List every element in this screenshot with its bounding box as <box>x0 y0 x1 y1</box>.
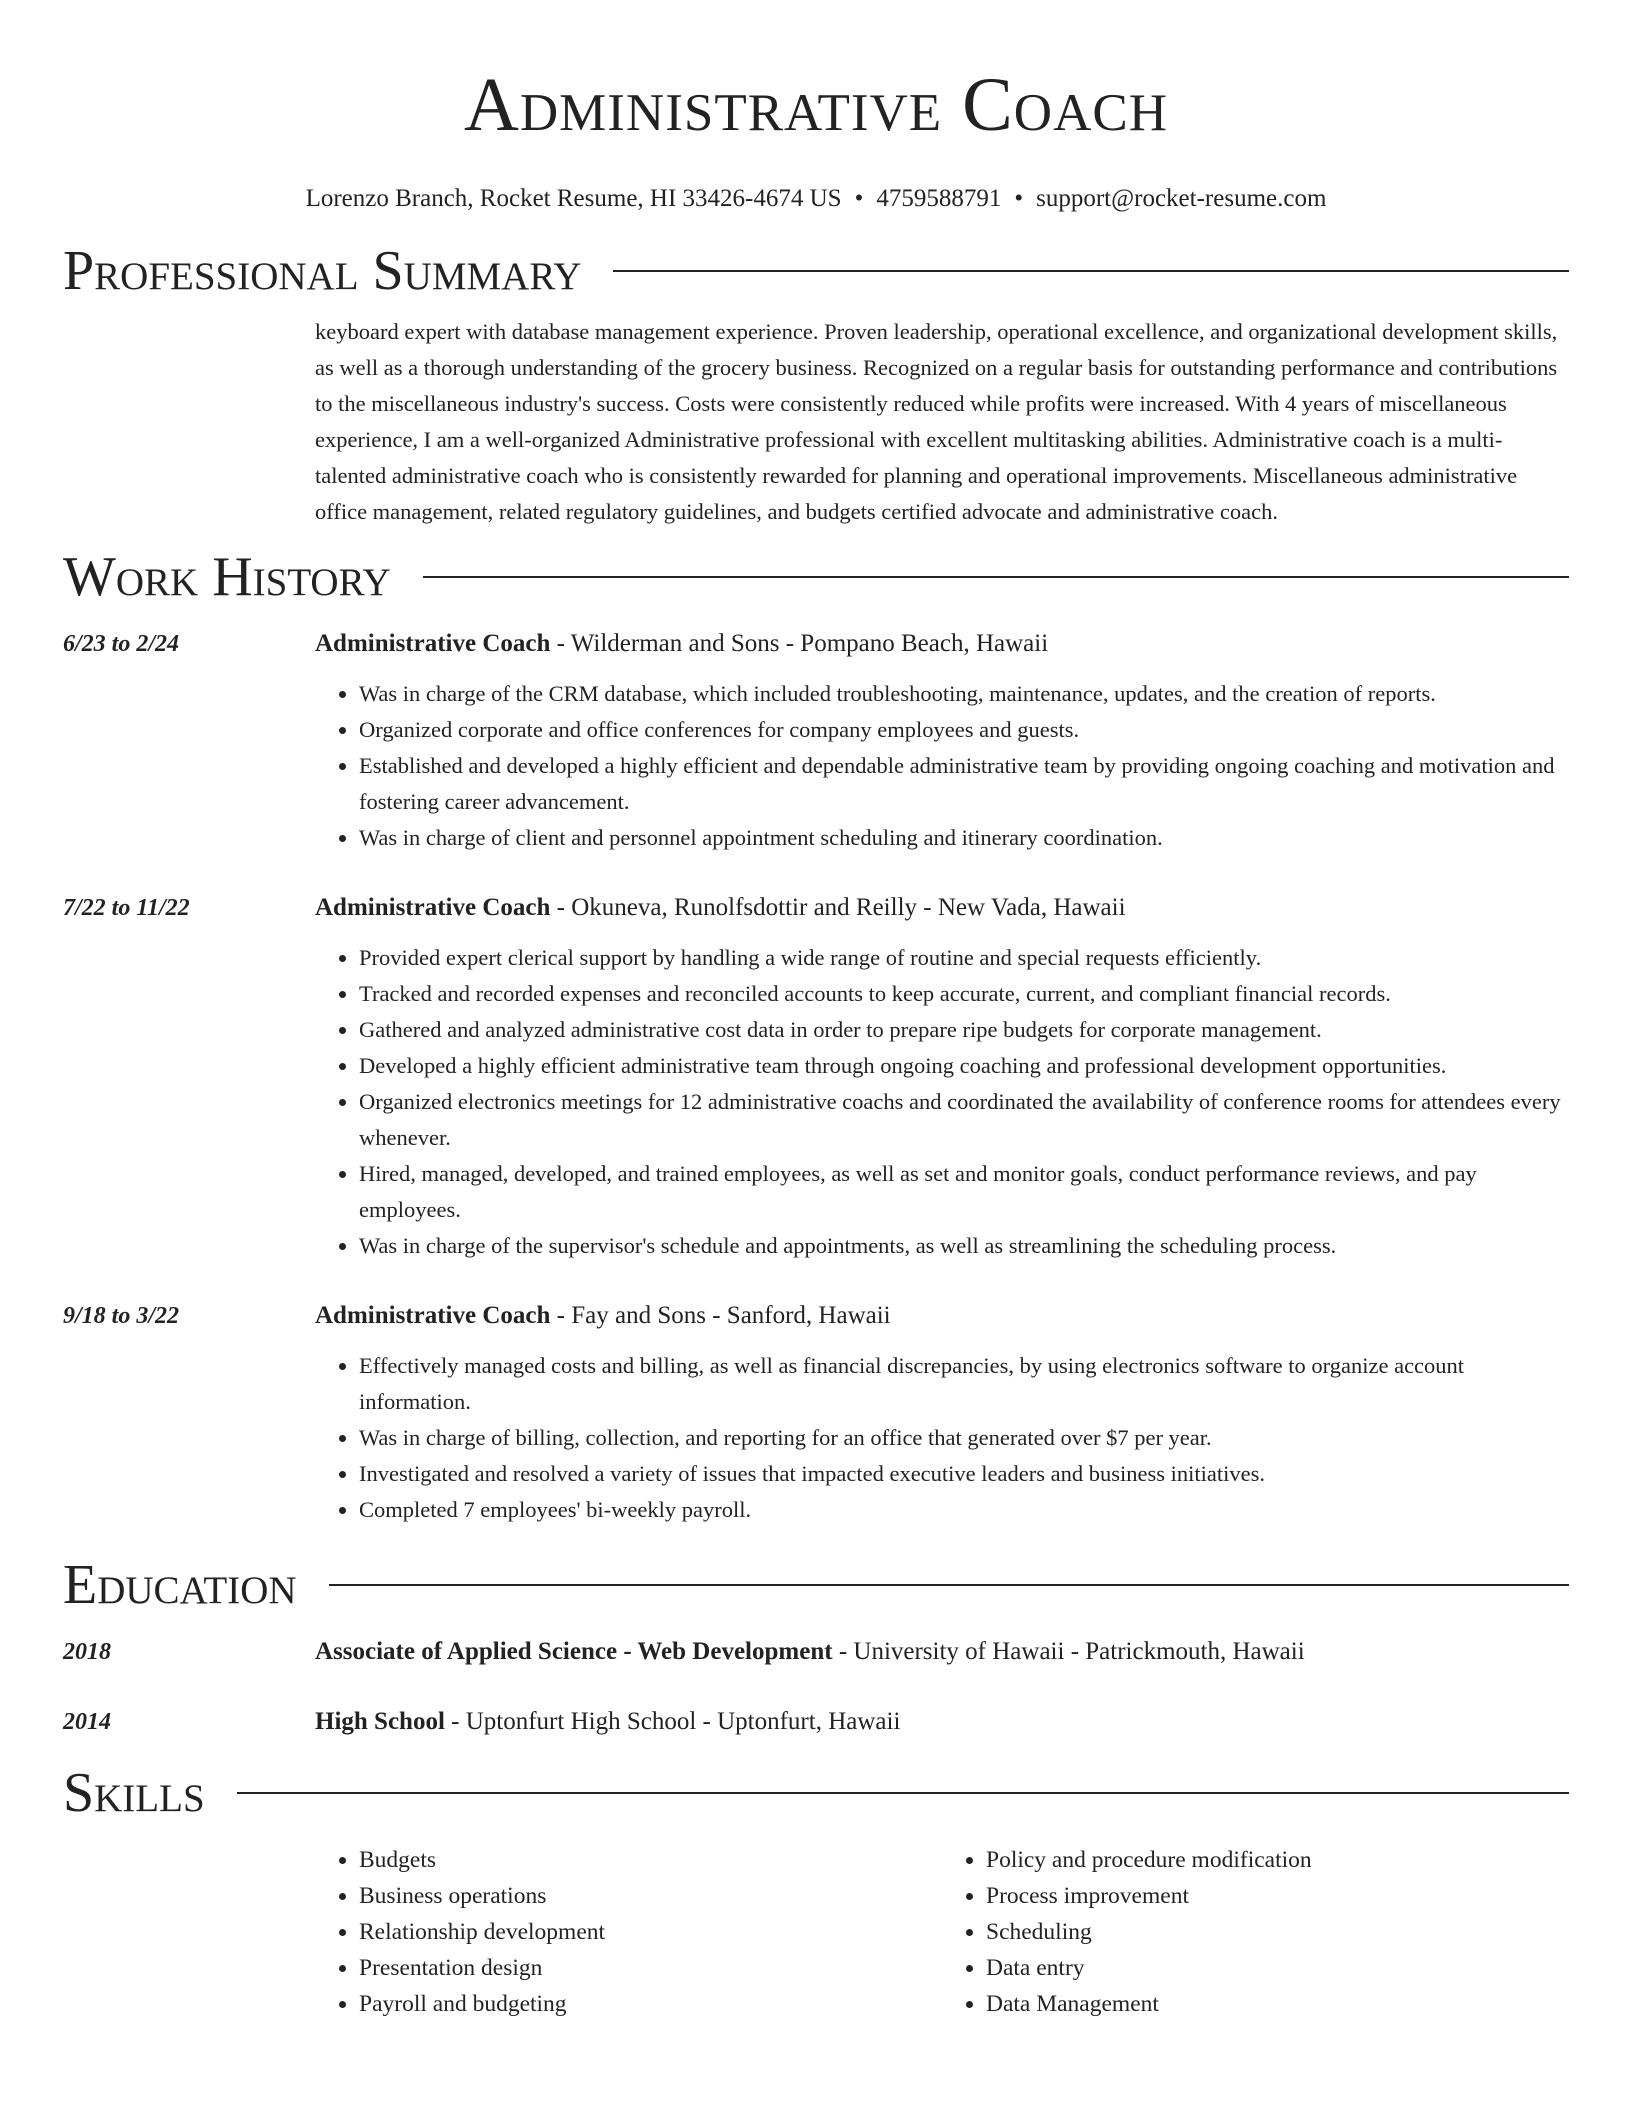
education-heading: Education <box>63 1554 297 1616</box>
job-title: Administrative Coach <box>315 630 551 657</box>
duty-item: • Tracked and recorded expenses and reconciled accounts to keep accurate, current, and compliant financial records. <box>359 976 1569 1012</box>
degree-name: Associate of Applied Science - Web Development <box>315 1638 833 1665</box>
job-dates: 6/23 to 2/24 <box>63 631 180 657</box>
education-details <box>315 1704 1569 1740</box>
skill-item: • Presentation design <box>359 1950 942 1986</box>
job-heading <box>315 626 1569 662</box>
skill-item: • Data Management <box>986 1986 1569 2022</box>
work-heading: Work History <box>63 546 391 608</box>
contact-phone: 4759588791 <box>876 185 1002 212</box>
duty-item: • Effectively managed costs and billing, as well as financial discrepancies, by using electronics software to organize account information. <box>359 1348 1569 1420</box>
education-year: 2018 <box>63 1639 111 1665</box>
work-section-header <box>63 542 1569 612</box>
job-entry <box>63 626 1569 856</box>
contact-separator: • <box>854 185 864 212</box>
job-duties <box>315 1348 1569 1528</box>
skill-item: • Payroll and budgeting <box>359 1986 942 2022</box>
duty-item: • Completed 7 employees' bi-weekly payroll. <box>359 1492 1569 1528</box>
contact-email: support@rocket-resume.com <box>1036 185 1327 212</box>
duty-item: • Was in charge of the CRM database, which included troubleshooting, maintenance, updates, and the creation of reports. <box>359 676 1569 712</box>
skill-item: • Budgets <box>359 1842 942 1878</box>
duty-item: • Was in charge of the supervisor's schedule and appointments, as well as streamlining the scheduling process. <box>359 1228 1569 1264</box>
skill-item: • Policy and procedure modification <box>986 1842 1569 1878</box>
duty-item: • Developed a highly efficient administrative team through ongoing coaching and professional development opportunities. <box>359 1048 1569 1084</box>
skills-heading: Skills <box>63 1762 205 1824</box>
skills-column-left <box>315 1842 942 2022</box>
duty-item: • Organized electronics meetings for 12 administrative coachs and coordinated the availability of conference rooms for attendees every whenever. <box>359 1084 1569 1156</box>
section-divider <box>423 576 1569 578</box>
summary-heading: Professional Summary <box>63 240 582 302</box>
skill-item: • Relationship development <box>359 1914 942 1950</box>
contact-address: Lorenzo Branch, Rocket Resume, HI 33426-4674 US <box>305 185 842 212</box>
duty-item: • Gathered and analyzed administrative cost data in order to prepare ripe budgets for corporate management. <box>359 1012 1569 1048</box>
skill-item: • Process improvement <box>986 1878 1569 1914</box>
duty-item: • Organized corporate and office conferences for company employees and guests. <box>359 712 1569 748</box>
contact-separator: • <box>1014 185 1024 212</box>
duty-item: • Provided expert clerical support by handling a wide range of routine and special requests efficiently. <box>359 940 1569 976</box>
school-name: - Uptonfurt High School - Uptonfurt, Hawaii <box>444 1708 901 1735</box>
skill-item: • Data entry <box>986 1950 1569 1986</box>
education-year: 2014 <box>63 1709 111 1735</box>
education-entry <box>63 1634 1569 1670</box>
job-employer: - Wilderman and Sons - Pompano Beach, Hawaii <box>550 630 1049 657</box>
section-divider <box>613 270 1569 272</box>
job-heading <box>315 890 1569 926</box>
education-entry <box>63 1704 1569 1740</box>
skills-list <box>315 1842 1569 2022</box>
summary-text: keyboard expert with database management experience. Proven leadership, operational excellence, and organizational development skills, as well as a thorough understanding of the grocery business. Recognized on a regular basis for outstanding performance and contributions to the miscellaneous industry's success. Costs were consistently reduced while profits were increased. With 4 years of miscellaneous experience, I am a well-organized Administrative professional with excellent multitasking abilities. Administrative coach is a multi-talented administrative coach who is consistently rewarded for planning and operational improvements. Miscellaneous administrative office management, related regulatory guidelines, and budgets certified advocate and administrative coach. <box>315 319 1558 524</box>
skill-item: • Scheduling <box>986 1914 1569 1950</box>
school-name: - University of Hawaii - Patrickmouth, Hawaii <box>832 1638 1305 1665</box>
education-section-header <box>63 1550 1569 1620</box>
section-divider <box>329 1584 1569 1586</box>
duty-item: • Was in charge of billing, collection, and reporting for an office that generated over $7 per year. <box>359 1420 1569 1456</box>
education-details <box>315 1634 1569 1670</box>
skills-section-header <box>63 1758 1569 1828</box>
job-entry <box>63 1298 1569 1528</box>
job-dates: 7/22 to 11/22 <box>63 895 190 921</box>
section-divider <box>237 1792 1569 1794</box>
job-title: Administrative Coach <box>315 1302 551 1329</box>
job-title: Administrative Coach <box>315 894 551 921</box>
skills-column-right <box>942 1842 1569 2022</box>
contact-line <box>63 184 1569 214</box>
job-dates: 9/18 to 3/22 <box>63 1303 180 1329</box>
job-heading <box>315 1298 1569 1334</box>
job-entry <box>63 890 1569 1264</box>
job-duties <box>315 676 1569 856</box>
degree-name: High School <box>315 1708 445 1735</box>
duty-item: • Was in charge of client and personnel appointment scheduling and itinerary coordination. <box>359 820 1569 856</box>
job-employer: - Fay and Sons - Sanford, Hawaii <box>550 1302 891 1329</box>
resume-name: Administrative Coach <box>463 63 1168 147</box>
duty-item: • Investigated and resolved a variety of issues that impacted executive leaders and business initiatives. <box>359 1456 1569 1492</box>
duty-item: • Hired, managed, developed, and trained employees, as well as set and monitor goals, conduct performance reviews, and pay employees. <box>359 1156 1569 1228</box>
summary-section-header <box>63 236 1569 306</box>
duty-item: • Established and developed a highly efficient and dependable administrative team by providing ongoing coaching and motivation and fostering career advancement. <box>359 748 1569 820</box>
job-employer: - Okuneva, Runolfsdottir and Reilly - New Vada, Hawaii <box>550 894 1126 921</box>
job-duties <box>315 940 1569 1264</box>
skill-item: • Business operations <box>359 1878 942 1914</box>
